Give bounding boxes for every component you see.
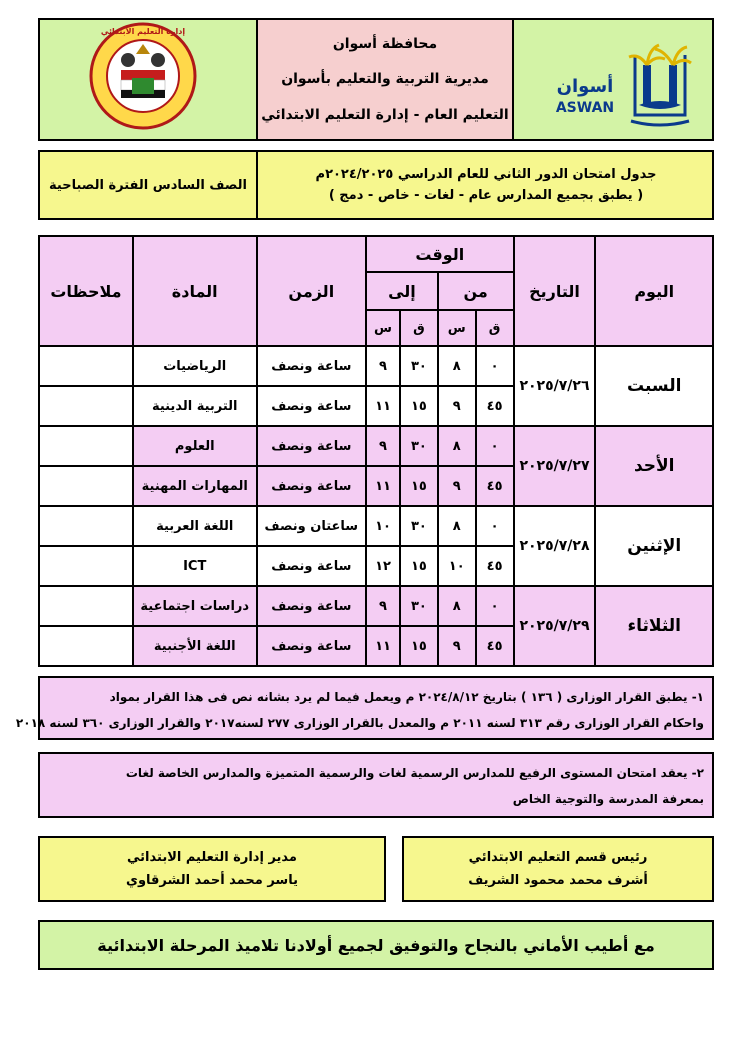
- signature-primary-head: [402, 836, 714, 902]
- note-2: [38, 752, 714, 818]
- date-cell: ٢٠٢٥/٧/٢٨: [514, 506, 596, 586]
- from-hour-cell: ٨: [438, 346, 476, 386]
- signature-left-title: مدير إدارة التعليم الابتدائي: [127, 850, 297, 865]
- aswan-logo: [545, 30, 695, 130]
- to-minute-cell: ١٥: [400, 466, 438, 506]
- to-minute-cell: ٣٠: [400, 346, 438, 386]
- exam-schedule-table: [38, 235, 714, 667]
- header-from-minute: ق: [476, 310, 514, 346]
- header-to-minute: ق: [400, 310, 438, 346]
- to-minute-cell: ١٥: [400, 546, 438, 586]
- to-hour-cell: ٩: [366, 426, 400, 466]
- to-minute-cell: ٣٠: [400, 426, 438, 466]
- from-hour-cell: ٩: [438, 386, 476, 426]
- duration-cell: ساعة ونصف: [257, 626, 367, 666]
- notes-cell: [39, 466, 133, 506]
- to-hour-cell: ١٢: [366, 546, 400, 586]
- table-row: [39, 346, 713, 386]
- exam-title: جدول امتحان الدور الثاني للعام الدراسي ٢٠٢٤/٢٠٢٥م: [315, 167, 657, 182]
- notes-cell: [39, 626, 133, 666]
- to-minute-cell: ١٥: [400, 626, 438, 666]
- header-to: إلى: [366, 272, 438, 310]
- from-minute-cell: ٤٥: [476, 466, 514, 506]
- duration-cell: ساعة ونصف: [257, 346, 367, 386]
- grade-label: الصف السادس الفترة الصباحية: [38, 150, 258, 220]
- signature-right-name: أشرف محمد محمود الشريف: [468, 873, 648, 888]
- day-cell: الأحد: [595, 426, 713, 506]
- duration-cell: ساعة ونصف: [257, 386, 367, 426]
- signature-right-title: رئيس قسم التعليم الابتدائي: [468, 850, 648, 865]
- school-logo-icon: [88, 20, 198, 132]
- to-hour-cell: ١١: [366, 466, 400, 506]
- header-subject: المادة: [133, 236, 257, 346]
- subject-cell: الرياضيات: [133, 346, 257, 386]
- table-row: [39, 426, 713, 466]
- day-cell: السبت: [595, 346, 713, 426]
- from-minute-cell: ٤٥: [476, 546, 514, 586]
- to-hour-cell: ٩: [366, 346, 400, 386]
- exam-title-block: [258, 150, 714, 220]
- svg-text:أسوان: أسوان: [556, 76, 614, 97]
- to-hour-cell: ١٠: [366, 506, 400, 546]
- date-cell: ٢٠٢٥/٧/٢٧: [514, 426, 596, 506]
- from-minute-cell: ٠: [476, 506, 514, 546]
- header-day: اليوم: [595, 236, 713, 346]
- aswan-logo-icon: [545, 30, 695, 130]
- duration-cell: ساعة ونصف: [257, 586, 367, 626]
- duration-cell: ساعة ونصف: [257, 546, 367, 586]
- from-hour-cell: ٨: [438, 426, 476, 466]
- header-date: التاريخ: [514, 236, 596, 346]
- header-duration: الزمن: [257, 236, 367, 346]
- header-title-block: [256, 18, 514, 141]
- subject-cell: التربية الدينية: [133, 386, 257, 426]
- duration-cell: ساعتان ونصف: [257, 506, 367, 546]
- subject-cell: المهارات المهنية: [133, 466, 257, 506]
- school-logo: [88, 20, 198, 132]
- notes-cell: [39, 346, 133, 386]
- footer-wishes: مع أطيب الأماني بالنجاح والتوفيق لجميع أولادنا تلاميذ المرحلة الابتدائية: [38, 920, 714, 970]
- signature-left-name: ياسر محمد أحمد الشرقاوي: [126, 873, 298, 888]
- header-notes: ملاحظات: [39, 236, 133, 346]
- duration-cell: ساعة ونصف: [257, 466, 367, 506]
- svg-text:ASWAN: ASWAN: [555, 100, 615, 116]
- note-2-line-1: ٢- يعقد امتحان المستوى الرفيع للمدارس الرسمية لغات والرسمية المتميزة والمدارس الخاصة لغات: [125, 766, 704, 780]
- to-minute-cell: ٣٠: [400, 506, 438, 546]
- from-minute-cell: ٠: [476, 346, 514, 386]
- from-minute-cell: ٠: [476, 586, 514, 626]
- directorate-title: مديرية التربية والتعليم بأسوان: [281, 71, 489, 88]
- from-minute-cell: ٤٥: [476, 626, 514, 666]
- table-row: [39, 506, 713, 546]
- note-1-line-1: ١- يطبق القرار الوزارى ( ١٣٦ ) بتاريخ ٢٠٢٤/٨/١٢ م ويعمل فيما لم يرد بشانه نص فى هذا القرار بمواد: [109, 690, 704, 704]
- subject-cell: ICT: [133, 546, 257, 586]
- to-hour-cell: ١١: [366, 626, 400, 666]
- from-minute-cell: ٠: [476, 426, 514, 466]
- to-hour-cell: ٩: [366, 586, 400, 626]
- notes-cell: [39, 586, 133, 626]
- from-hour-cell: ٨: [438, 586, 476, 626]
- to-minute-cell: ١٥: [400, 386, 438, 426]
- notes-cell: [39, 546, 133, 586]
- from-minute-cell: ٤٥: [476, 386, 514, 426]
- duration-cell: ساعة ونصف: [257, 426, 367, 466]
- date-cell: ٢٠٢٥/٧/٢٩: [514, 586, 596, 666]
- notes-cell: [39, 386, 133, 426]
- day-cell: الثلاثاء: [595, 586, 713, 666]
- from-hour-cell: ٩: [438, 626, 476, 666]
- subject-cell: دراسات اجتماعية: [133, 586, 257, 626]
- notes-cell: [39, 506, 133, 546]
- to-hour-cell: ١١: [366, 386, 400, 426]
- from-hour-cell: ٨: [438, 506, 476, 546]
- subject-cell: اللغة الأجنبية: [133, 626, 257, 666]
- subject-cell: العلوم: [133, 426, 257, 466]
- from-hour-cell: ٩: [438, 466, 476, 506]
- header-from-hour: س: [438, 310, 476, 346]
- signature-director: [38, 836, 386, 902]
- day-cell: الإثنين: [595, 506, 713, 586]
- note-1-line-2: واحكام القرار الوزارى رقم ٣١٣ لسنه ٢٠١١ م والمعدل بالقرار الوزارى ٢٧٧ لسنه٢٠١٧ والقرار الوزارى ٣٦٠ لسنه ٢٠١٨: [15, 716, 704, 730]
- to-minute-cell: ٣٠: [400, 586, 438, 626]
- note-1: [15, 676, 714, 740]
- date-cell: ٢٠٢٥/٧/٢٦: [514, 346, 596, 426]
- note-2-line-2: بمعرفة المدرسة والتوجية الخاص: [512, 792, 704, 806]
- header-to-hour: س: [366, 310, 400, 346]
- department-title: التعليم العام - إدارة التعليم الابتدائي: [261, 107, 509, 124]
- header-from: من: [438, 272, 514, 310]
- header-time: الوقت: [366, 236, 513, 272]
- governorate-title: محافظة أسوان: [332, 35, 438, 52]
- subject-cell: اللغة العربية: [133, 506, 257, 546]
- from-hour-cell: ١٠: [438, 546, 476, 586]
- exam-scope: ( يطبق بجميع المدارس عام - لغات - خاص - دمج ): [328, 188, 644, 203]
- table-row: [39, 586, 713, 626]
- svg-text:إدارة التعليم الابتدائي: إدارة التعليم الابتدائي: [100, 27, 186, 36]
- notes-cell: [39, 426, 133, 466]
